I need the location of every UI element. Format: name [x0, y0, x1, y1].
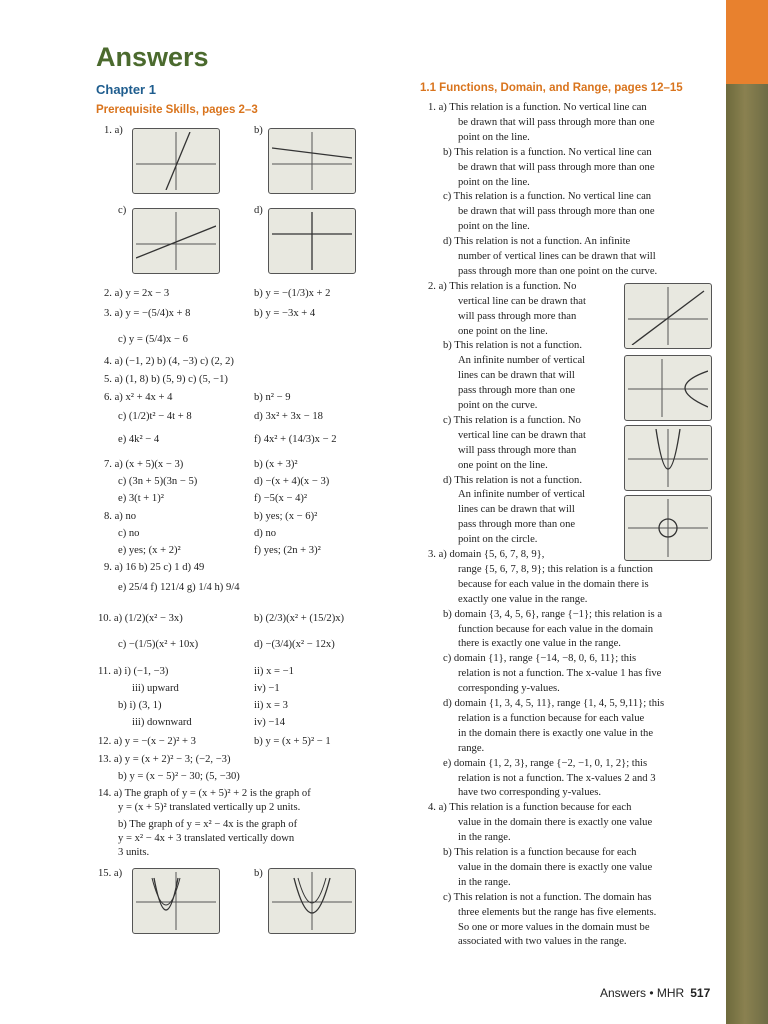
left-answer-line: ii) x = 3 [254, 700, 288, 711]
left-answer-line: iii) upward [132, 683, 179, 694]
left-answer-line: e) 4k² − 4 [118, 434, 160, 445]
right-answer-line: An infinite number of vertical [458, 489, 586, 501]
left-answer-line: 14. a) The graph of y = (x + 5)² + 2 is the graph of [98, 788, 311, 799]
left-answer-line: e) yes; (x + 2)² [118, 545, 181, 556]
page-number: 517 [690, 986, 711, 1000]
left-answer-line: 3. a) y = −(5/4)x + 8 [104, 308, 191, 319]
right-answer-line: d) This relation is not a function. [443, 474, 582, 486]
right-answer-line: pass through more than one point on the curve. [458, 265, 658, 277]
left-answer-line: iii) downward [132, 717, 192, 728]
right-answer-line: there is exactly one value in the range. [458, 638, 621, 650]
right-answer-line: b) This relation is not a function. [443, 340, 582, 352]
right-answer-line: pass through more than one [458, 519, 576, 531]
right-answer-line: will pass through more than [458, 310, 577, 322]
graph-2a [624, 283, 712, 349]
chapter-heading: Chapter 1 [96, 82, 156, 97]
left-answer-line: f) −5(x − 4)² [254, 493, 308, 504]
right-answer-line: one point on the line. [458, 325, 548, 337]
right-answer-line: b) This relation is a function because for each [443, 847, 637, 858]
right-answer-line: b) domain {3, 4, 5, 6}, range {−1}; this relation is a [443, 608, 663, 620]
right-answer-line: 3. a) domain {5, 6, 7, 8, 9}, [428, 549, 545, 560]
left-answer-line: 8. a) no [104, 511, 137, 522]
right-answer-line: one point on the line. [458, 459, 548, 471]
right-answer-line: vertical line can be drawn that [458, 295, 586, 307]
graph-2c [624, 425, 712, 491]
left-answer-line: 13. a) y = (x + 2)² − 3; (−2, −3) [98, 754, 231, 765]
left-answer-line: b) y = −(1/3)x + 2 [254, 288, 331, 299]
left-answer-line: iv) −1 [254, 683, 280, 694]
left-answer-line: 5. a) (1, 8) b) (5, 9) c) (5, −1) [104, 374, 228, 385]
right-answer-line: be drawn that will pass through more than one [458, 116, 655, 128]
left-answer-line: 2. a) y = 2x − 3 [104, 288, 170, 299]
left-answer-line: ii) x = −1 [254, 666, 294, 677]
right-answer-line: in the range. [458, 876, 511, 888]
left-answer-line: 15. a) [98, 868, 123, 879]
left-answer-line: b) (2/3)(x² + (15/2)x) [254, 613, 345, 624]
graph-2d [624, 495, 712, 561]
left-answer-line: c) y = (5/4)x − 6 [118, 334, 188, 345]
right-answer-line: c) domain {1}, range {−14, −8, 0, 6, 11}; this [443, 653, 637, 665]
right-answer-line: c) This relation is a function. No vertical line can [443, 191, 652, 203]
right-answer-line: pass through more than one [458, 385, 576, 397]
right-answer-line: because for each value in the domain there is [458, 578, 649, 590]
right-answer-line: d) domain {1, 3, 4, 5, 11}, range {1, 4, 5, 9,11}; this [443, 698, 665, 709]
right-answer-line: be drawn that will pass through more than one [458, 206, 655, 218]
right-answer-line: point on the line. [458, 176, 530, 188]
left-answer-line: y = (x + 5)² translated vertically up 2 units. [118, 802, 301, 813]
graph-1c [132, 208, 220, 274]
left-answer-line: 1. a) [104, 125, 123, 136]
right-answer-line: corresponding y-values. [458, 683, 560, 695]
left-answer-line: c) [118, 205, 127, 216]
right-answer-line: relation is not a function. The x-value 1 has five [458, 668, 662, 680]
left-answer-line: 6. a) x² + 4x + 4 [104, 392, 173, 403]
left-answer-line: b) y = (x − 5)² − 30; (5, −30) [118, 771, 240, 782]
left-answer-line: b) n² − 9 [254, 392, 291, 403]
left-answer-line: f) yes; (2n + 3)² [254, 545, 321, 556]
right-answer-line: d) This relation is not a function. An infinite [443, 236, 631, 248]
left-answer-line: b) y = (x + 5)² − 1 [254, 736, 331, 747]
right-answer-line: in the range. [458, 832, 511, 844]
left-answer-line: d) −(3/4)(x² − 12x) [254, 639, 335, 650]
right-answer-line: point on the line. [458, 131, 530, 143]
right-answer-line: exactly one value in the range. [458, 593, 588, 605]
left-answer-line: d) −(x + 4)(x − 3) [254, 476, 330, 487]
right-answer-line: lines can be drawn that will [458, 504, 575, 516]
left-answer-line: e) 25/4 f) 121/4 g) 1/4 h) 9/4 [118, 582, 240, 593]
left-answer-line: iv) −14 [254, 717, 285, 728]
left-answer-line: d) [254, 205, 263, 216]
left-answer-line: b) y = −3x + 4 [254, 308, 316, 319]
left-section-heading: Prerequisite Skills, pages 2–3 [96, 104, 258, 116]
right-answer-line: lines can be drawn that will [458, 370, 575, 382]
left-answer-line: c) (3n + 5)(3n − 5) [118, 476, 198, 487]
right-answer-line: value in the domain there is exactly one value [458, 861, 653, 873]
left-answer-line: b) [254, 125, 263, 136]
left-answer-line: y = x² − 4x + 3 translated vertically down [118, 833, 295, 844]
left-answer-line: 3 units. [118, 847, 150, 858]
right-answer-line: be drawn that will pass through more than one [458, 161, 655, 173]
left-answer-line: b) yes; (x − 6)² [254, 511, 318, 522]
right-answer-line: associated with two values in the range. [458, 936, 627, 948]
left-answer-line: d) 3x² + 3x − 18 [254, 411, 323, 422]
right-answer-line: e) domain {1, 2, 3}, range {−2, −1, 0, 1, 2}; this [443, 757, 648, 769]
right-answer-line: 4. a) This relation is a function because for each [428, 802, 632, 814]
right-answer-line: three elements but the range has five elements. [458, 906, 657, 918]
left-answer-line: b) i) (3, 1) [118, 700, 162, 711]
left-answer-line: b) (x + 3)² [254, 459, 298, 470]
left-answer-line: c) (1/2)t² − 4t + 8 [118, 411, 192, 422]
left-answer-line: b) [254, 868, 263, 879]
page-edge-marker [726, 0, 768, 84]
left-answer-line: e) 3(t + 1)² [118, 493, 164, 504]
graph-1a [132, 128, 220, 194]
graph-15a [132, 868, 220, 934]
left-answer-line: c) −(1/5)(x² + 10x) [118, 639, 199, 650]
right-answer-line: c) This relation is not a function. The domain has [443, 891, 652, 903]
right-answer-line: function because for each value in the domain [458, 623, 654, 635]
graph-1b [268, 128, 356, 194]
right-answer-line: value in the domain there is exactly one value [458, 817, 653, 829]
right-answer-line: 2. a) This relation is a function. No [428, 280, 577, 292]
right-section-heading: 1.1 Functions, Domain, and Range, pages 12–15 [420, 82, 683, 94]
right-answer-line: vertical line can be drawn that [458, 429, 586, 441]
right-answer-line: point on the line. [458, 221, 530, 233]
right-answer-line: 1. a) This relation is a function. No vertical line can [428, 102, 647, 113]
right-answer-line: range. [458, 742, 485, 754]
right-answer-line: point on the curve. [458, 400, 538, 411]
left-answer-line: f) 4x² + (14/3)x − 2 [254, 434, 337, 445]
graph-2b [624, 355, 712, 421]
right-answer-line: in the domain there is exactly one value in the [458, 727, 654, 739]
right-answer-line: relation is not a function. The x-values 2 and 3 [458, 772, 656, 784]
right-answer-line: number of vertical lines can be drawn that will [458, 251, 656, 262]
right-answer-line: will pass through more than [458, 444, 577, 456]
page-edge-tab [726, 0, 768, 1024]
right-answer-line: relation is a function because for each value [458, 712, 645, 724]
page-title: Answers [96, 42, 209, 72]
left-answer-line: 11. a) i) (−1, −3) [98, 666, 169, 677]
right-answer-line: have two corresponding y-values. [458, 787, 601, 799]
right-answer-line: An infinite number of vertical [458, 355, 586, 367]
left-answer-line: 9. a) 16 b) 25 c) 1 d) 49 [104, 562, 205, 573]
left-answer-line: 10. a) (1/2)(x² − 3x) [98, 613, 183, 624]
left-answer-line: 4. a) (−1, 2) b) (4, −3) c) (2, 2) [104, 356, 234, 367]
left-answer-line: b) The graph of y = x² − 4x is the graph of [118, 819, 298, 830]
right-answer-line: point on the circle. [458, 534, 538, 546]
graph-1d [268, 208, 356, 274]
left-answer-line: c) no [118, 528, 140, 539]
left-answer-line: 12. a) y = −(x − 2)² + 3 [98, 736, 196, 747]
right-answer-line: So one or more values in the domain must be [458, 921, 650, 933]
footer-label: Answers • MHR [600, 986, 685, 1000]
left-answer-line: 7. a) (x + 5)(x − 3) [104, 459, 184, 470]
graph-15b [268, 868, 356, 934]
left-answer-line: d) no [254, 528, 277, 539]
right-answer-line: b) This relation is a function. No vertical line can [443, 146, 652, 158]
right-answer-line: range {5, 6, 7, 8, 9}; this relation is a function [458, 563, 653, 575]
page-footer [600, 986, 710, 1000]
right-answer-line: c) This relation is a function. No [443, 414, 581, 426]
